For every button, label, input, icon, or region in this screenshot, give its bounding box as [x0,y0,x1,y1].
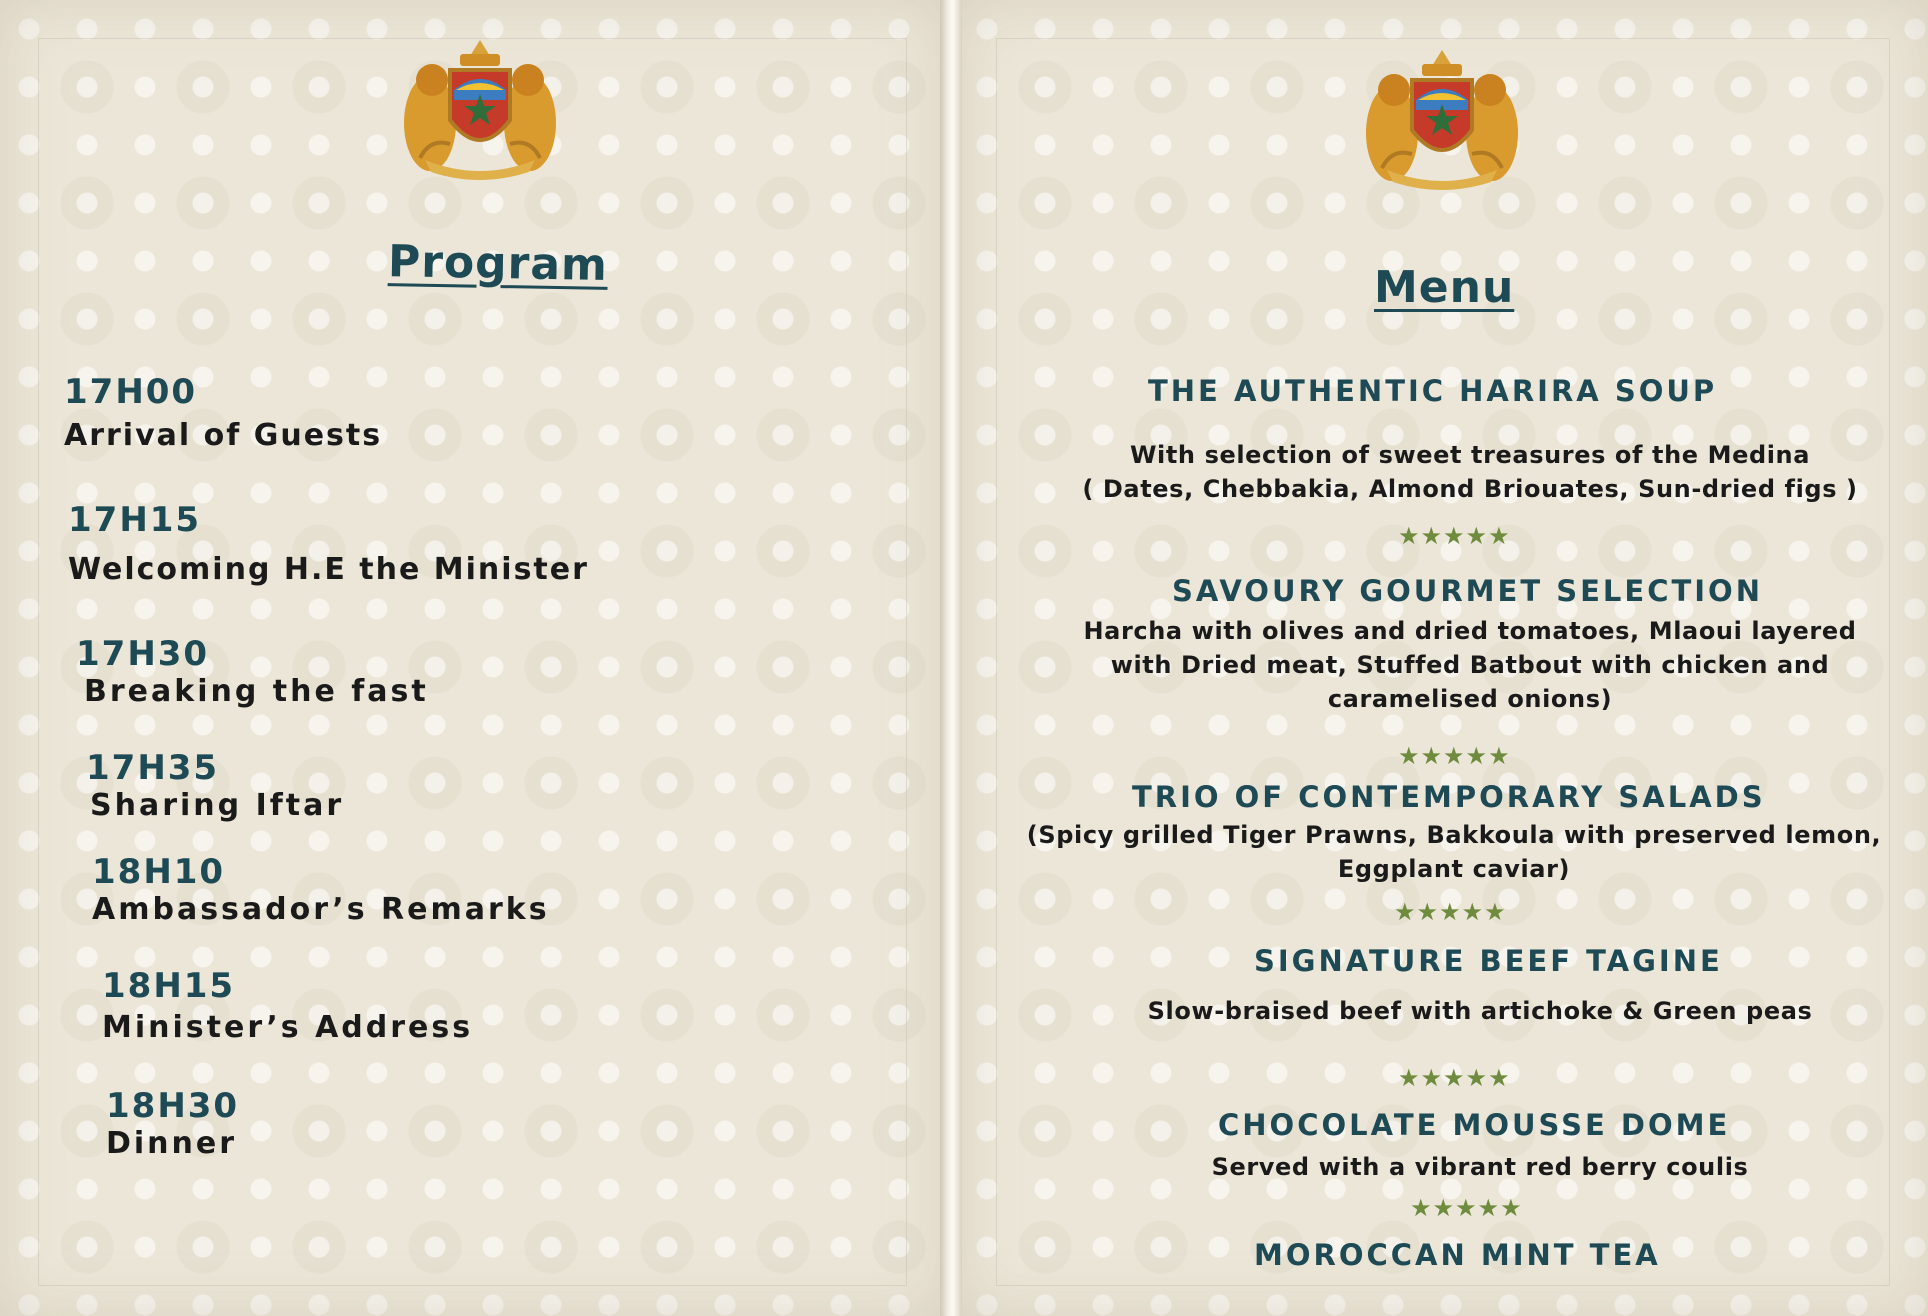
program-label: Sharing Iftar [90,788,345,823]
course-description-line: Harcha with olives and dried tomatoes, Mlaoui layered [1083,617,1857,645]
program-item [106,1086,239,1161]
course-name: TRIO OF CONTEMPORARY SALADS [1132,780,1766,814]
course-description-line: Slow-braised beef with artichoke & Green peas [1147,997,1813,1025]
course-description-line: With selection of sweet treasures of the Medina [1129,441,1811,469]
course-description-line: Eggplant caviar) [1337,855,1571,883]
course-name: THE AUTHENTIC HARIRA SOUP [1148,374,1718,408]
course-description-line: with Dried meat, Stuffed Batbout with chicken and [1110,651,1830,679]
star-separator: ★★★★★ [1398,742,1511,770]
course-description-line: ( Dates, Chebbakia, Almond Briouates, Sun-dried figs ) [1082,475,1858,503]
coat-of-arms-icon [1352,38,1532,198]
program-item [64,372,382,453]
course-name: CHOCOLATE MOUSSE DOME [1218,1108,1731,1142]
program-time: 17H00 [64,372,198,412]
program-time: 18H15 [102,966,236,1006]
star-separator: ★★★★★ [1394,898,1507,926]
program-time: 17H15 [68,500,202,540]
program-time: 17H30 [76,634,210,674]
program-time: 17H35 [86,748,220,788]
course-description [1050,614,1890,716]
program-label: Ambassador’s Remarks [92,892,550,927]
course-description [1004,818,1904,886]
program-label: Breaking the fast [84,674,429,709]
star-separator: ★★★★★ [1410,1194,1523,1222]
program-time: 18H30 [106,1086,240,1126]
program-label: Dinner [106,1126,238,1161]
course-name: SIGNATURE BEEF TAGINE [1254,944,1723,978]
program-item [76,634,429,709]
course-description [1080,1150,1880,1184]
coat-of-arms-icon [390,28,570,188]
program-item [68,500,589,587]
program-time: 18H10 [92,852,226,892]
course-name: SAVOURY GOURMET SELECTION [1172,574,1763,608]
star-separator: ★★★★★ [1398,1064,1511,1092]
program-label: Arrival of Guests [64,418,383,453]
course-description-line: (Spicy grilled Tiger Prawns, Bakkoula with preserved lemon, [1026,821,1882,849]
program-label: Minister’s Address [102,1010,474,1045]
course-description [1060,994,1900,1028]
course-description-line: Served with a vibrant red berry coulis [1211,1153,1749,1181]
course-name: MOROCCAN MINT TEA [1254,1238,1661,1272]
program-heading: Program [387,236,609,291]
program-item [92,852,550,927]
program-item [86,748,344,823]
card-fold [940,0,962,1316]
course-description-line: caramelised onions) [1327,685,1613,713]
program-label: Welcoming H.E the Minister [68,552,589,587]
menu-heading: Menu [1374,262,1515,313]
star-separator: ★★★★★ [1398,522,1511,550]
program-item [102,966,473,1045]
course-description [1040,438,1900,506]
